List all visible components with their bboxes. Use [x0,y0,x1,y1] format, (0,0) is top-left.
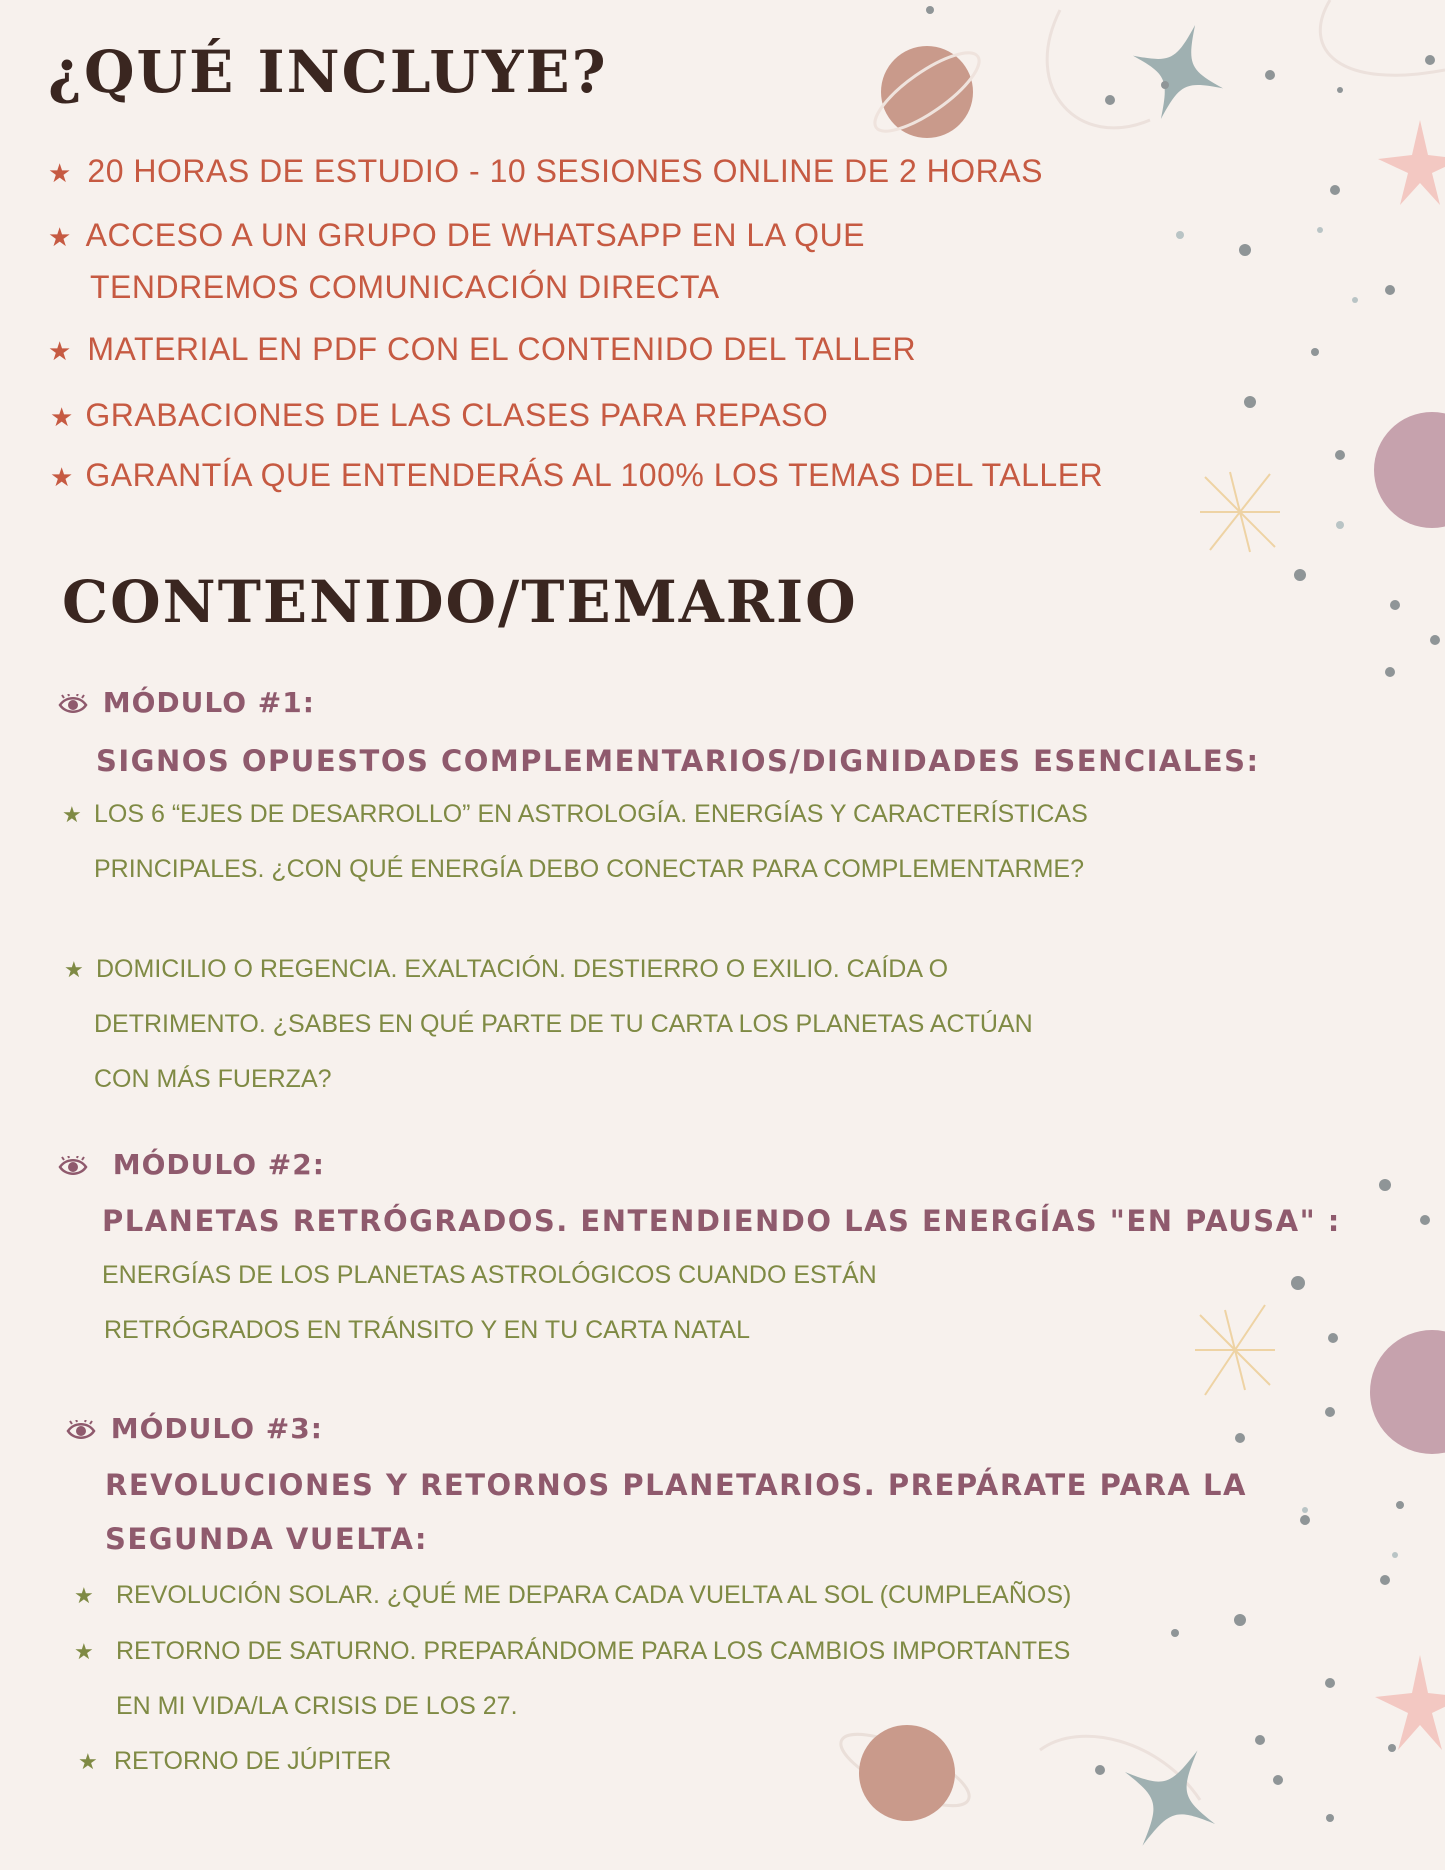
topic-line: ENERGÍAS DE LOS PLANETAS ASTROLÓGICOS CUANDO ESTÁN [102,1261,877,1289]
module-label: MÓDULO #3: [110,1412,323,1445]
module-subtitle-line: SIGNOS OPUESTOS COMPLEMENTARIOS/DIGNIDADES ESENCIALES: [96,744,1260,778]
module-subtitle [96,734,1260,788]
include-item [48,146,1043,198]
topic-line: DOMICILIO O REGENCIA. EXALTACIÓN. DESTIERRO O EXILIO. CAÍDA O [96,955,949,983]
include-item-text: 20 HORAS DE ESTUDIO - 10 SESIONES ONLINE DE 2 HORAS [87,153,1043,189]
topic [78,1734,391,1789]
module-subtitle [105,1458,1247,1566]
topic-line: REVOLUCIÓN SOLAR. ¿QUÉ ME DEPARA CADA VUELTA AL SOL (CUMPLEAÑOS) [116,1581,1072,1609]
include-item-text: GARANTÍA QUE ENTENDERÁS AL 100% LOS TEMAS DEL TALLER [85,457,1104,493]
topic [74,1568,1071,1623]
topic [62,787,1088,897]
include-item-text: ACCESO A UN GRUPO DE WHATSAPP EN LA QUE [85,217,866,253]
topic [102,1248,877,1358]
include-item [50,390,828,442]
section-title-temario: CONTENIDO/TEMARIO [62,568,858,636]
star-icon: ★ [48,336,72,366]
star-icon: ★ [64,957,84,982]
star-icon: ★ [50,402,74,432]
include-item [48,324,916,376]
topic-line: RETORNO DE SATURNO. PREPARÁNDOME PARA LOS CAMBIOS IMPORTANTES [116,1637,1071,1665]
star-icon: ★ [50,462,74,492]
topic-line: DETRIMENTO. ¿SABES EN QUÉ PARTE DE TU CARTA LOS PLANETAS ACTÚAN [94,1010,1033,1038]
eye-icon [58,1152,102,1185]
module-subtitle-line: PLANETAS RETRÓGRADOS. ENTENDIENDO LAS ENERGÍAS "EN PAUSA" : [102,1204,1341,1238]
module-title [58,1148,325,1185]
star-icon: ★ [78,1749,98,1774]
star-icon: ★ [48,158,72,188]
eye-icon [58,690,92,723]
topic-line: LOS 6 “EJES DE DESARROLLO” EN ASTROLOGÍA. ENERGÍAS Y CARACTERÍSTICAS [94,800,1088,828]
section-title-incluye: ¿QUÉ INCLUYE? [48,38,608,106]
module-subtitle-line: REVOLUCIONES Y RETORNOS PLANETARIOS. PREPÁRATE PARA LA [105,1468,1247,1502]
include-item [48,210,865,312]
module-title [66,1412,323,1449]
star-icon: ★ [74,1639,94,1664]
module-label: MÓDULO #1: [102,686,315,719]
topic-line: CON MÁS FUERZA? [94,1065,332,1093]
include-item [50,450,1103,502]
topic [74,1624,1070,1734]
topic [64,942,1033,1107]
topic-line: RETRÓGRADOS EN TRÁNSITO Y EN TU CARTA NATAL [104,1316,750,1344]
module-label: MÓDULO #2: [112,1148,325,1181]
star-icon: ★ [62,802,82,827]
topic-line: RETORNO DE JÚPITER [114,1747,392,1775]
star-icon: ★ [74,1583,94,1608]
module-subtitle [102,1194,1341,1248]
include-item-text: GRABACIONES DE LAS CLASES PARA REPASO [85,397,829,433]
include-item-text-cont: TENDREMOS COMUNICACIÓN DIRECTA [90,269,720,305]
eye-icon [66,1416,100,1449]
include-item-text: MATERIAL EN PDF CON EL CONTENIDO DEL TALLER [87,331,917,367]
star-icon: ★ [48,222,72,252]
topic-line: EN MI VIDA/LA CRISIS DE LOS 27. [116,1692,518,1720]
module-subtitle-line: SEGUNDA VUELTA: [105,1522,429,1556]
module-title [58,686,315,723]
topic-line: PRINCIPALES. ¿CON QUÉ ENERGÍA DEBO CONECTAR PARA COMPLEMENTARME? [94,855,1084,883]
